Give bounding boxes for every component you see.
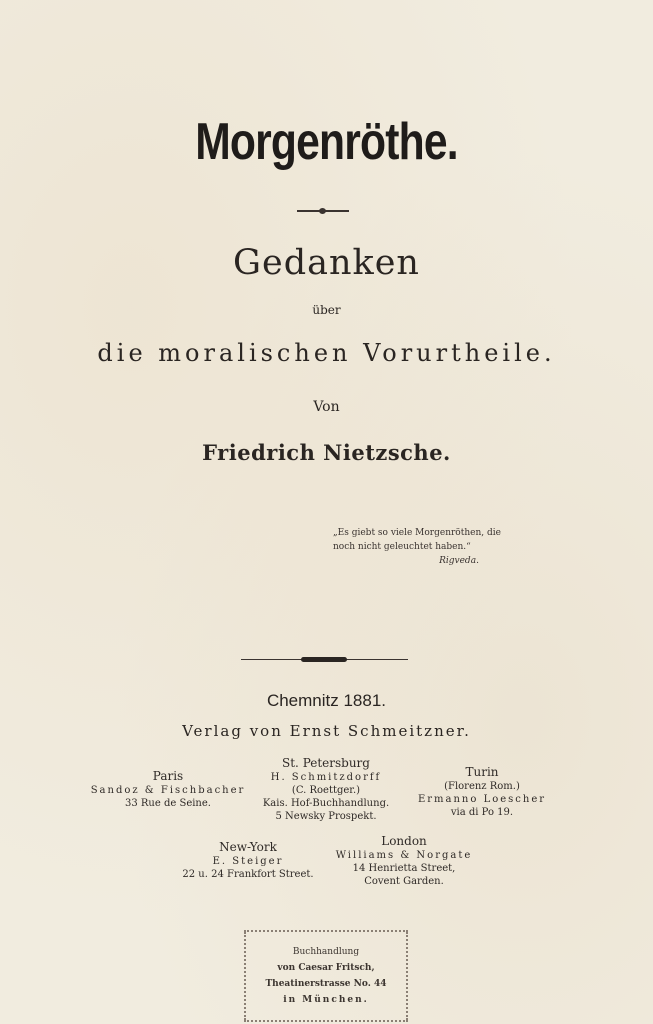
stamp-line-4: in München. [283, 995, 369, 1005]
agent-line: 33 Rue de Seine. [125, 798, 211, 809]
agent-line: (Florenz Rom.) [444, 781, 520, 792]
agent-line: Kais. Hof-Buchhandlung. [262, 798, 390, 809]
stamp-line-3: Theatinerstrasse No. 44 [265, 979, 387, 989]
subtitle-gedanken: Gedanken [233, 243, 420, 283]
bookseller-stamp [244, 930, 408, 1022]
imprint-publisher: Verlag von Ernst Schmeitzner. [182, 722, 471, 740]
agent-paris [88, 769, 248, 810]
agent-city: St. Petersburg [282, 756, 370, 770]
epigraph-line-1: „Es giebt so viele Morgenröthen, die [333, 528, 501, 538]
imprint-city-year: Chemnitz 1881. [266, 691, 387, 710]
agent-city: Turin [465, 765, 499, 779]
agent-city: Paris [152, 769, 184, 783]
agent-line: (C. Roettger.) [291, 785, 361, 796]
agent-st-petersburg [248, 756, 404, 823]
agent-line: Covent Garden. [364, 876, 444, 887]
subtitle-uber: über [312, 303, 341, 317]
agent-new-york [170, 840, 326, 881]
agent-line: 22 u. 24 Frankfort Street. [182, 869, 314, 880]
book-title: Morgenröthe. [195, 113, 458, 171]
agent-city: New-York [219, 840, 277, 854]
stamp-line-1: Buchhandlung [292, 947, 360, 957]
author-name: Friedrich Nietzsche. [202, 440, 451, 465]
epigraph-line-2: noch nicht geleuchtet haben.“ [333, 542, 471, 552]
imprint-ornament [241, 659, 408, 660]
agent-line: H. Schmitzdorff [270, 772, 382, 783]
agent-line: 5 Newsky Prospekt. [275, 811, 377, 822]
agent-line: via di Po 19. [450, 807, 514, 818]
agent-city: London [381, 834, 427, 848]
stamp-line-2: von Caesar Fritsch, [277, 963, 375, 973]
agent-line: 14 Henrietta Street, [352, 863, 456, 874]
subtitle-vorurtheile: die moralischen Vorurtheile. [97, 339, 556, 367]
agent-line: Sandoz & Fischbacher [90, 785, 246, 796]
agent-line: Ermanno Loescher [417, 794, 547, 805]
agent-london [326, 834, 482, 888]
agent-turin [412, 765, 552, 819]
title-ornament [297, 210, 349, 212]
agent-line: E. Steiger [212, 856, 284, 867]
byline-von: Von [313, 399, 340, 415]
epigraph [333, 526, 501, 568]
agent-line: Williams & Norgate [335, 850, 473, 861]
epigraph-source: Rigveda. [439, 556, 479, 566]
